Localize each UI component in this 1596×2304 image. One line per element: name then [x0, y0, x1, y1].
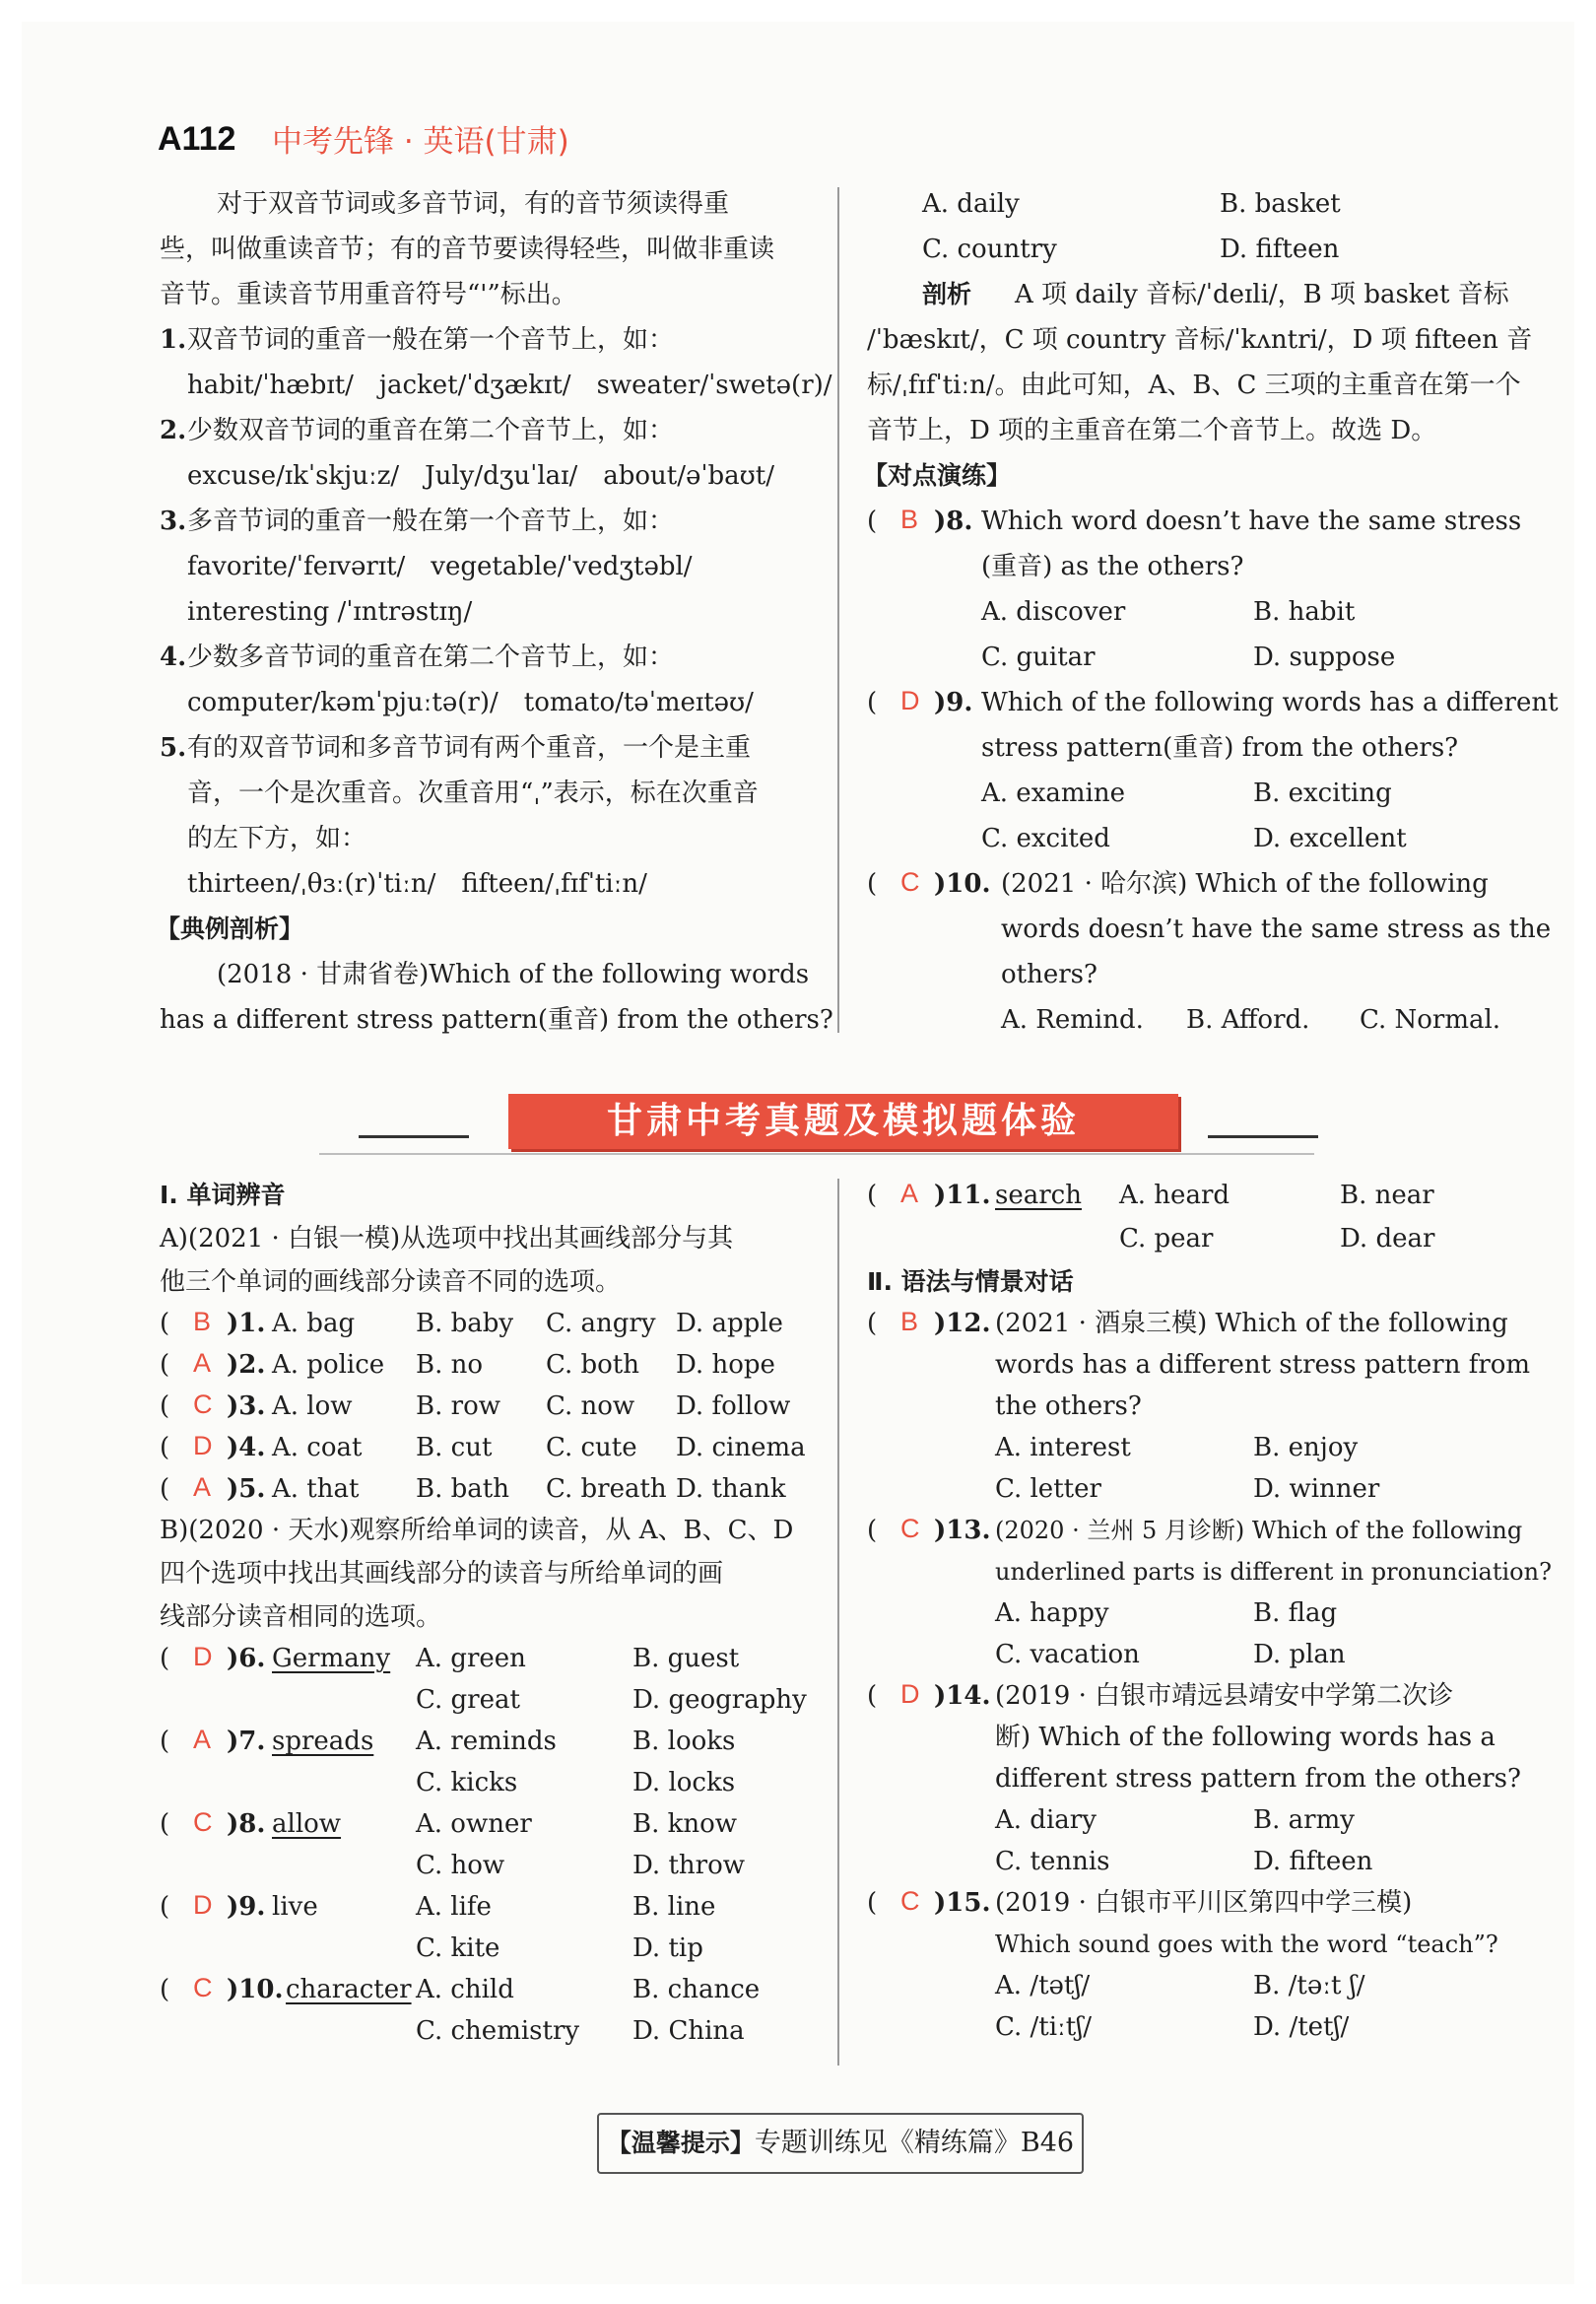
option: D. China [632, 2016, 745, 2046]
option: C. kite [416, 1933, 500, 1963]
answer-mark: C [900, 1514, 920, 1543]
section-heading: Ⅱ. 语法与情景对话 [867, 1267, 1074, 1296]
given-word: character [286, 1975, 412, 2004]
option: B. guest [632, 1644, 740, 1673]
rule-number: 3. [160, 507, 187, 536]
answer-mark: A [193, 1348, 212, 1378]
option: B. basket [1220, 189, 1341, 219]
answer-mark: D [900, 686, 920, 715]
option: B. row [416, 1391, 500, 1421]
question-number: )4. [227, 1433, 266, 1462]
column-divider [837, 1179, 839, 2066]
option: C. vacation [995, 1640, 1140, 1669]
option: B. no [416, 1350, 484, 1380]
option: C. tennis [995, 1847, 1110, 1876]
question-number: )7. [227, 1727, 266, 1756]
analysis-line: 标/ˌfɪfˈtiːn/。由此可知，A、B、C 三项的主重音在第一个 [867, 371, 1521, 400]
instruction-line: 他三个单词的画线部分读音不同的选项。 [160, 1267, 622, 1297]
question-text: (2021 · 哈尔滨) Which of the following [1001, 869, 1489, 899]
rule-text: 音，一个是次重音。次重音用“ˌ”表示，标在次重音 [187, 779, 759, 808]
question-text: (2019 · 白银市平川区第四中学三模) [995, 1888, 1413, 1918]
answer-mark: B [900, 1307, 919, 1336]
analysis-line: /ˈbæskɪt/，C 项 country 音标/ˈkʌntri/，D 项 fifteen 音 [867, 325, 1533, 355]
option: C. now [546, 1391, 635, 1421]
option: A. owner [416, 1809, 532, 1839]
option: B. Afford. [1186, 1005, 1310, 1035]
question-number: )11. [934, 1181, 991, 1210]
question-number: )3. [227, 1391, 266, 1421]
option: B. /təːt ʃ/ [1253, 1971, 1365, 2000]
paren: ( [160, 1433, 170, 1462]
option: B. flag [1253, 1598, 1338, 1628]
question-text: others? [1001, 960, 1097, 989]
option: C. kicks [416, 1768, 518, 1797]
rule-example: habit/ˈhæbɪt/ jacket/ˈdʒækɪt/ sweater/ˈswetə(r)/ [187, 371, 832, 400]
question-number: )2. [227, 1350, 266, 1380]
option: A. life [416, 1892, 492, 1922]
option: D. hope [676, 1350, 775, 1380]
option: A. green [416, 1644, 526, 1673]
paren: ( [160, 1644, 170, 1673]
page-title: 中考先锋 · 英语(甘肃) [272, 124, 569, 160]
option: D. suppose [1253, 643, 1396, 672]
rule-text: 有的双音节词和多音节词有两个重音，一个是主重 [187, 733, 752, 763]
option: C. country [922, 235, 1057, 264]
instruction-line: B)(2020 · 天水)观察所给单词的读音，从 A、B、C、D [160, 1516, 794, 1545]
option: D. excellent [1253, 824, 1407, 853]
question-text: (重音) as the others? [981, 552, 1244, 581]
option: C. excited [981, 824, 1110, 853]
answer-mark: D [193, 1890, 213, 1920]
banner-rule-right [1208, 1135, 1318, 1138]
option: A. /tətʃ/ [995, 1971, 1091, 2000]
question-text: the others? [995, 1391, 1142, 1421]
footer-label: 【温馨提示】 [606, 2129, 755, 2157]
option: C. breath [546, 1474, 667, 1504]
intro-line: 些，叫做重读音节；有的音节要读得轻些，叫做非重读 [160, 235, 775, 264]
paren: ( [867, 1309, 878, 1338]
option: D. throw [632, 1851, 745, 1880]
analysis-label: 剖析 [922, 280, 972, 308]
paren: ( [867, 1181, 878, 1210]
option: C. Normal. [1360, 1005, 1501, 1035]
answer-mark: C [193, 1973, 213, 2002]
option: D. winner [1253, 1474, 1380, 1504]
instruction-line: 四个选项中找出其画线部分的读音与所给单词的画 [160, 1559, 724, 1589]
option: A. interest [995, 1433, 1131, 1462]
paren: ( [160, 1350, 170, 1380]
intro-line: 音节。重读音节用重音符号“'”标出。 [160, 280, 577, 309]
question-text: words doesn’t have the same stress as the [1001, 915, 1552, 944]
column-divider [837, 187, 839, 1033]
example-heading: 【典例剖析】 [156, 915, 304, 943]
section-banner: 甘肃中考真题及模拟题体验 [508, 1094, 1178, 1149]
paren: ( [867, 869, 878, 899]
option: B. bath [416, 1474, 509, 1504]
option: B. cut [416, 1433, 493, 1462]
rule-text: 少数多音节词的重音在第二个音节上，如： [187, 643, 675, 672]
paren: ( [160, 1809, 170, 1839]
paren: ( [867, 1888, 878, 1918]
option: A. heard [1119, 1181, 1230, 1210]
answer-mark: C [900, 1886, 920, 1916]
question-number: )5. [227, 1474, 266, 1504]
paren: ( [160, 1727, 170, 1756]
question-number: )8. [934, 507, 973, 536]
answer-mark: D [193, 1431, 213, 1460]
option: D. locks [632, 1768, 736, 1797]
paren: ( [160, 1975, 170, 2004]
answer-mark: C [193, 1807, 213, 1837]
answer-mark: B [900, 505, 919, 534]
option: C. how [416, 1851, 505, 1880]
option: D. fifteen [1253, 1847, 1373, 1876]
option: D. apple [676, 1309, 783, 1338]
footer-tip [597, 2113, 1084, 2174]
answer-mark: D [900, 1679, 920, 1709]
option: A. diary [995, 1805, 1097, 1835]
rule-number: 2. [160, 416, 187, 445]
option: C. chemistry [416, 2016, 580, 2046]
answer-mark: A [900, 1179, 919, 1208]
instruction-line: 线部分读音相同的选项。 [160, 1602, 442, 1632]
rule-example: favorite/ˈfeɪvərɪt/ vegetable/ˈvedʒtəbl/ [187, 552, 693, 581]
question-number: )6. [227, 1644, 266, 1673]
section-heading: Ⅰ. 单词辨音 [160, 1181, 286, 1209]
question-number: )9. [934, 688, 973, 717]
answer-mark: D [193, 1642, 213, 1671]
paren: ( [160, 1474, 170, 1504]
question-text: Which word doesn’t have the same stress [981, 507, 1522, 536]
option: A. child [416, 1975, 514, 2004]
option: B. chance [632, 1975, 761, 2004]
answer-mark: C [193, 1389, 213, 1419]
question-text: underlined parts is different in pronunciation? [995, 1558, 1552, 1586]
rule-example: thirteen/ˌθɜː(r)ˈtiːn/ fifteen/ˌfɪfˈtiːn/ [187, 869, 647, 899]
question-text: (2021 · 酒泉三模) Which of the following [995, 1309, 1508, 1338]
rule-example: computer/kəmˈpjuːtə(r)/ tomato/təˈmeɪtəʊ/ [187, 688, 754, 717]
paren: ( [160, 1309, 170, 1338]
option: B. exciting [1253, 779, 1392, 808]
option: A. low [272, 1391, 353, 1421]
footer-text: 专题训练见《精练篇》B46 [754, 2128, 1075, 2158]
option: A. happy [995, 1598, 1109, 1628]
option: D. tip [632, 1933, 703, 1963]
question-number: )9. [227, 1892, 266, 1922]
rule-number: 4. [160, 643, 187, 672]
question-text: (2019 · 白银市靖远县靖安中学第二次诊 [995, 1681, 1454, 1711]
analysis-line: 音节上，D 项的主重音在第二个音节上。故选 D。 [867, 416, 1437, 445]
paren: ( [160, 1391, 170, 1421]
answer-mark: A [193, 1725, 212, 1754]
option: D. follow [676, 1391, 791, 1421]
banner-rule-left [359, 1135, 469, 1138]
rule-text: 多音节词的重音一般在第一个音节上，如： [187, 507, 675, 536]
option: A. that [272, 1474, 360, 1504]
question-number: )13. [934, 1516, 991, 1545]
question-text: words has a different stress pattern from [995, 1350, 1531, 1380]
option: B. line [632, 1892, 716, 1922]
option: D. geography [632, 1685, 807, 1715]
question-text: stress pattern(重音) from the others? [981, 733, 1459, 763]
option: C. letter [995, 1474, 1101, 1504]
option: A. bag [272, 1309, 356, 1338]
option: B. know [632, 1809, 738, 1839]
question-number: )14. [934, 1681, 991, 1711]
answer-mark: C [900, 867, 920, 897]
option: C. guitar [981, 643, 1096, 672]
option: A. examine [981, 779, 1125, 808]
option: D. fifteen [1220, 235, 1340, 264]
practice-heading: 【对点演练】 [863, 461, 1012, 490]
rule-number: 5. [160, 733, 187, 763]
given-word: live [272, 1892, 318, 1922]
option: D. thank [676, 1474, 786, 1504]
paren: ( [160, 1892, 170, 1922]
option: A. police [272, 1350, 385, 1380]
option: C. cute [546, 1433, 637, 1462]
option: A. reminds [416, 1727, 557, 1756]
option: A. daily [922, 189, 1020, 219]
question-number: )1. [227, 1309, 266, 1338]
question-number: )15. [934, 1888, 991, 1918]
option: B. baby [416, 1309, 514, 1338]
option: D. /tetʃ/ [1253, 2012, 1350, 2042]
question-text: (2020 · 兰州 5 月诊断) Which of the following [995, 1517, 1523, 1544]
option: B. habit [1253, 597, 1356, 627]
question-text: Which sound goes with the word “teach”? [995, 1931, 1498, 1958]
option: B. near [1340, 1181, 1434, 1210]
option: B. enjoy [1253, 1433, 1359, 1462]
example-question: has a different stress pattern(重音) from the others? [160, 1005, 833, 1035]
option: D. dear [1340, 1224, 1435, 1254]
analysis-line: A 项 daily 音标/ˈdeɪli/，B 项 basket 音标 [1015, 280, 1509, 309]
answer-mark: B [193, 1307, 212, 1336]
intro-line: 对于双音节词或多音节词，有的音节须读得重 [217, 189, 730, 219]
paren: ( [867, 507, 878, 536]
given-word: spreads [272, 1727, 374, 1756]
paren: ( [867, 1681, 878, 1711]
option: C. both [546, 1350, 639, 1380]
banner-underline [319, 1153, 1314, 1155]
question-text: Which of the following words has a different [981, 688, 1559, 717]
given-word: Germany [272, 1644, 391, 1673]
option: D. plan [1253, 1640, 1346, 1669]
option: C. pear [1119, 1224, 1214, 1254]
rule-number: 1. [160, 325, 187, 355]
rule-example: interesting /ˈɪntrəstɪŋ/ [187, 597, 473, 627]
option: C. /tiːtʃ/ [995, 2012, 1093, 2042]
paren: ( [867, 1516, 878, 1545]
option: B. looks [632, 1727, 736, 1756]
question-number: )10. [227, 1975, 284, 2004]
option: B. army [1253, 1805, 1355, 1835]
question-text: 断) Which of the following words has a [995, 1723, 1496, 1752]
rule-example: excuse/ɪkˈskjuːz/ July/dʒuˈlaɪ/ about/əˈbaʊt/ [187, 461, 774, 491]
option: A. coat [272, 1433, 363, 1462]
given-word: allow [272, 1809, 342, 1839]
option: C. great [416, 1685, 520, 1715]
question-text: different stress pattern from the others? [995, 1764, 1521, 1794]
option: C. angry [546, 1309, 656, 1338]
option: D. cinema [676, 1433, 806, 1462]
page-number: A112 [158, 120, 236, 158]
instruction-line: A)(2021 · 白银一模)从选项中找出其画线部分与其 [160, 1224, 734, 1254]
option: A. Remind. [1001, 1005, 1144, 1035]
rule-text: 双音节词的重音一般在第一个音节上，如： [187, 325, 675, 355]
paren: ( [867, 688, 878, 717]
rule-text: 少数双音节词的重音在第二个音节上，如： [187, 416, 675, 445]
option: A. discover [981, 597, 1126, 627]
question-number: )12. [934, 1309, 991, 1338]
question-number: )10. [934, 869, 991, 899]
answer-mark: A [193, 1472, 212, 1502]
rule-text: 的左下方，如： [187, 824, 367, 853]
question-number: )8. [227, 1809, 266, 1839]
given-word: search [995, 1181, 1082, 1210]
example-question: (2018 · 甘肃省卷)Which of the following words [217, 960, 810, 989]
